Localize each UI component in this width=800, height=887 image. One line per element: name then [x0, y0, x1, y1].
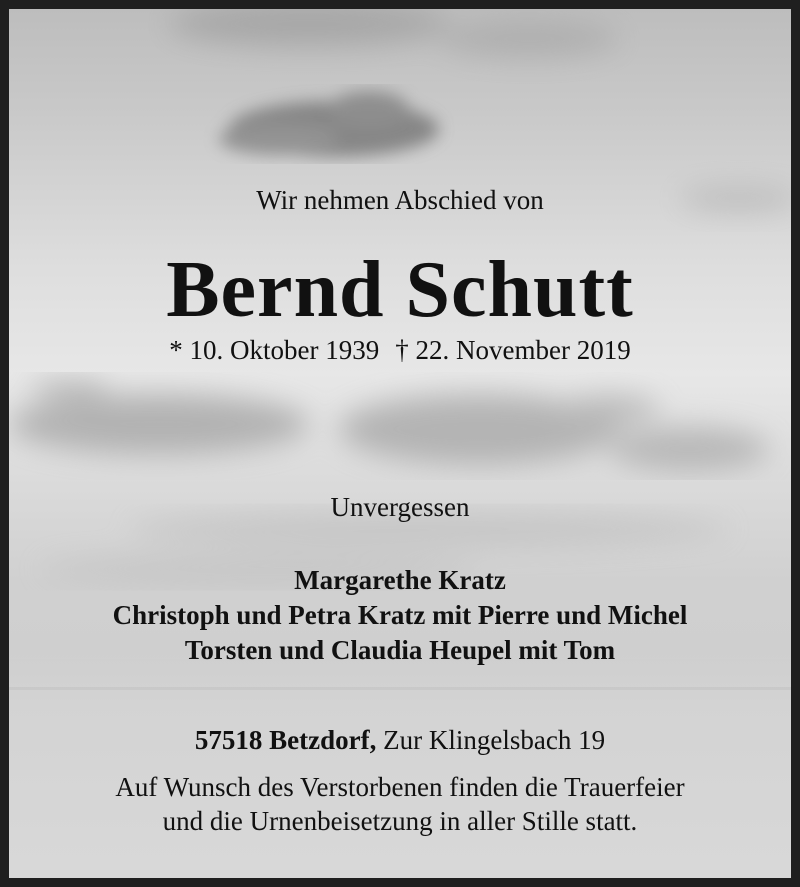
deceased-name: Bernd Schutt — [166, 246, 634, 334]
mourner-line: Margarethe Kratz — [294, 565, 506, 595]
tagline: Unvergessen — [330, 492, 470, 522]
address — [9, 725, 791, 756]
intro-text: Wir nehmen Abschied von — [256, 185, 544, 215]
address-street: Zur Klingelsbach 19 — [383, 725, 606, 755]
life-dates — [9, 335, 791, 366]
mourner-line: Christoph und Petra Kratz mit Pierre und Michel — [112, 600, 688, 630]
funeral-note-line: und die Urnenbeisetzung in aller Stille statt. — [162, 806, 638, 836]
funeral-note-line: Auf Wunsch des Verstorbenen finden die Trauerfeier — [115, 772, 685, 802]
mourner-line: Torsten und Claudia Heupel mit Tom — [184, 635, 616, 665]
death-date: † 22. November 2019 — [395, 335, 631, 365]
birth-date: * 10. Oktober 1939 — [169, 335, 380, 365]
address-place: 57518 Betzdorf, — [194, 725, 377, 755]
